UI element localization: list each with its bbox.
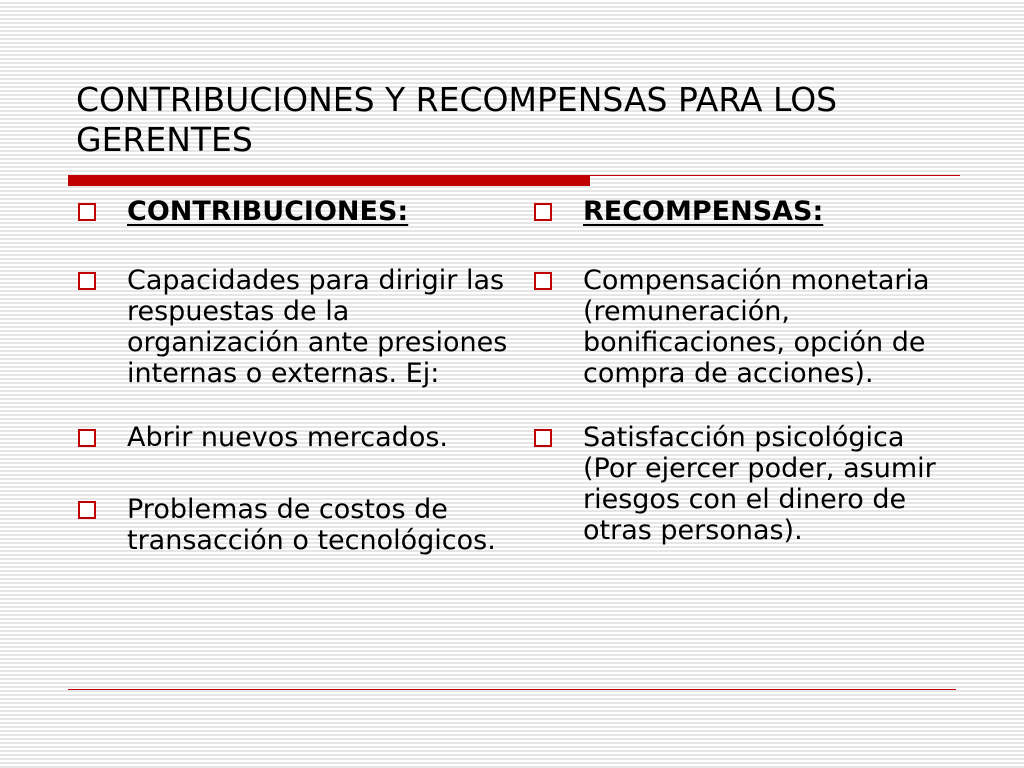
list-item bbox=[530, 422, 950, 546]
list-item-text: Satisfacción psicológica (Por ejercer poder, asumir riesgos con el dinero de otras personas). bbox=[583, 422, 936, 546]
square-bullet-icon bbox=[78, 203, 96, 221]
list-item bbox=[74, 422, 514, 453]
title-divider bbox=[68, 172, 960, 186]
square-bullet-icon bbox=[78, 429, 96, 447]
contributions-heading-item bbox=[74, 196, 514, 227]
list-item-text: Problemas de costos de transacción o tecnológicos. bbox=[127, 494, 496, 556]
square-bullet-icon bbox=[78, 272, 96, 290]
rewards-heading: RECOMPENSAS: bbox=[583, 196, 824, 227]
list-item bbox=[74, 265, 514, 389]
square-bullet-icon bbox=[78, 501, 96, 519]
square-bullet-icon bbox=[534, 272, 552, 290]
square-bullet-icon bbox=[534, 429, 552, 447]
rewards-column bbox=[530, 196, 950, 546]
title-divider-accent-bar bbox=[68, 176, 590, 186]
list-item-text: Abrir nuevos mercados. bbox=[127, 422, 448, 453]
list-item bbox=[74, 494, 514, 556]
bottom-divider bbox=[68, 689, 956, 690]
list-item-text: Compensación monetaria (remuneración, bonificaciones, opción de compra de acciones). bbox=[583, 265, 930, 389]
contributions-heading: CONTRIBUCIONES: bbox=[127, 196, 409, 227]
square-bullet-icon bbox=[534, 203, 552, 221]
slide-title: CONTRIBUCIONES Y RECOMPENSAS PARA LOS GERENTES bbox=[76, 80, 838, 159]
contributions-column bbox=[74, 196, 514, 556]
rewards-heading-item bbox=[530, 196, 950, 227]
list-item bbox=[530, 265, 950, 389]
list-item-text: Capacidades para dirigir las respuestas de la organización ante presiones internas o externas. Ej: bbox=[127, 265, 508, 389]
